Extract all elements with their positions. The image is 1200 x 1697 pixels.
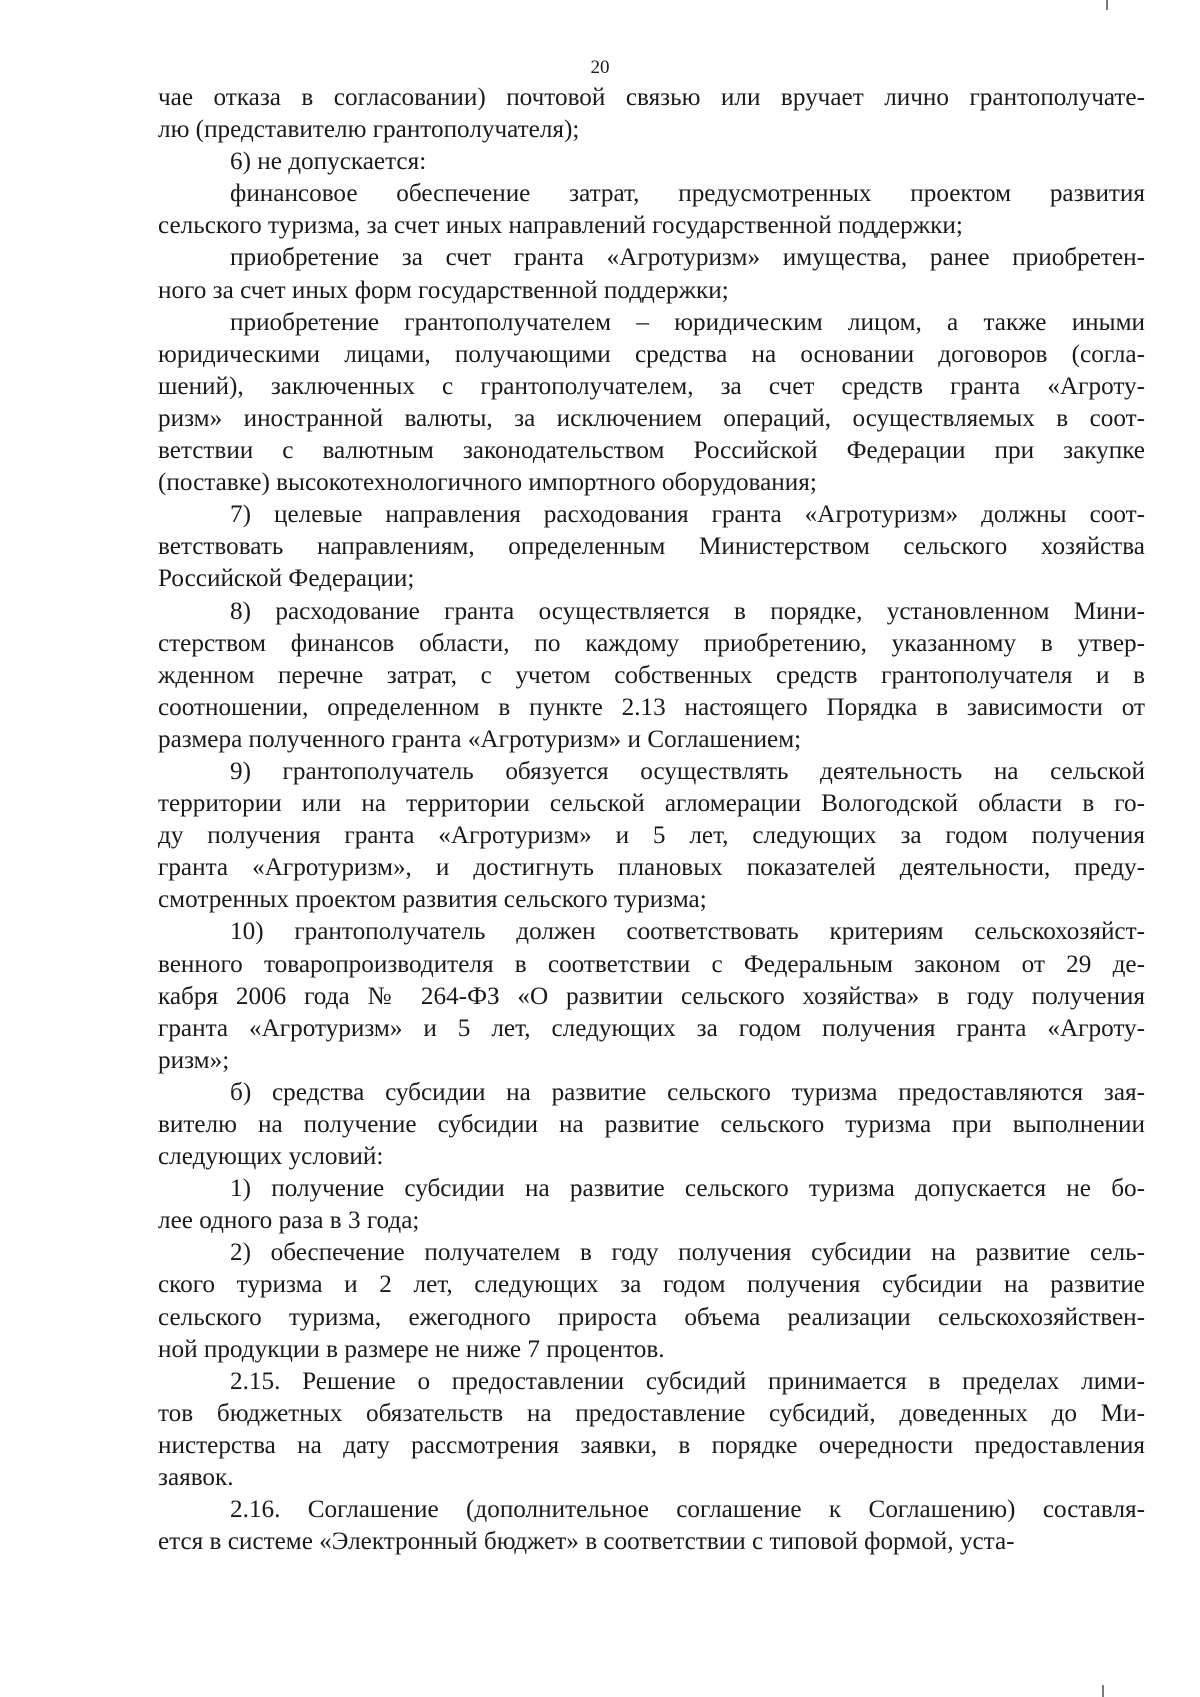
text-line: 2) обеспечение получателем в году получения субсидии на развитие сель- [230, 1239, 1145, 1267]
text-line: 6) не допускается: [230, 148, 427, 176]
text-line: 7) целевые направления расходования гранта «Агротуризм» должны соот- [230, 501, 1145, 529]
text-line: вителю на получение субсидии на развитие сельского туризма при выполнении [158, 1111, 1145, 1138]
text-line: 2.16. Соглашение (дополнительное соглашение к Соглашению) составля- [230, 1496, 1145, 1524]
text-line: следующих условий: [158, 1143, 384, 1171]
text-line: приобретение грантополучателем – юридическим лицом, а также иными [230, 308, 1145, 336]
text-line: соотношении, определенном в пункте 2.13 настоящего Порядка в зависимости от [158, 693, 1145, 721]
text-line: ского туризма и 2 лет, следующих за годом получения субсидии на развитие [158, 1271, 1145, 1299]
text-line: 10) грантополучатель должен соответствовать критериям сельскохозяйст- [230, 918, 1145, 946]
text-line: лю (представителю грантополучателя); [158, 116, 580, 144]
text-line: ризм» иностранной валюты, за исключением операций, осуществляемых в соот- [158, 404, 1145, 432]
text-line: 9) грантополучатель обязуется осуществлять деятельность на сельской [230, 757, 1145, 785]
text-line: заявок. [158, 1464, 234, 1492]
text-line: финансовое обеспечение затрат, предусмотренных проектом развития [230, 180, 1145, 208]
text-line: чае отказа в согласовании) почтовой связью или вручает лично грантополучате- [158, 84, 1145, 111]
text-line: нистерства на дату рассмотрения заявки, в порядке очередности предоставления [158, 1431, 1145, 1459]
text-line: территории или на территории сельской агломерации Вологодской области в го- [158, 790, 1145, 818]
text-line: ду получения гранта «Агротуризм» и 5 лет, следующих за годом получения [158, 822, 1145, 850]
scan-mark-bottom [1102, 1685, 1104, 1697]
text-line: смотренных проектом развития сельского туризма; [158, 886, 707, 914]
text-line: стерством финансов области, по каждому приобретению, указанному в утвер- [158, 629, 1145, 657]
text-line: б) средства субсидии на развитие сельского туризма предоставляются зая- [230, 1078, 1145, 1106]
text-line: лее одного раза в 3 года; [158, 1207, 420, 1235]
text-line: сельского туризма, за счет иных направлений государственной поддержки; [158, 212, 963, 240]
text-line: гранта «Агротуризм» и 5 лет, следующих за годом получения гранта «Агроту- [158, 1014, 1145, 1042]
text-line: ной продукции в размере не ниже 7 процентов. [158, 1335, 665, 1363]
body-text [158, 82, 1145, 1558]
text-line: венного товаропроизводителя в соответствии с Федеральным законом от 29 де- [158, 950, 1145, 978]
text-line: сельского туризма, ежегодного прироста объема реализации сельскохозяйствен- [158, 1303, 1145, 1331]
text-line: шений), заключенных с грантополучателем, за счет средств гранта «Агроту- [158, 372, 1145, 400]
text-line: размера полученного гранта «Агротуризм» и Соглашением; [158, 725, 802, 753]
text-line: юридическими лицами, получающими средства на основании договоров (согла- [158, 340, 1145, 368]
text-line: 2.15. Решение о предоставлении субсидий принимается в пределах лими- [230, 1367, 1145, 1395]
text-line: ризм»; [158, 1046, 230, 1074]
text-line: Российской Федерации; [158, 565, 415, 593]
text-line: ного за счет иных форм государственной поддержки; [158, 276, 729, 304]
text-line: ветствовать направлениям, определенным Министерством сельского хозяйства [158, 533, 1145, 561]
text-line: кабря 2006 года № 264-ФЗ «О развитии сельского хозяйства» в году получения [158, 982, 1145, 1010]
text-line: тов бюджетных обязательств на предоставление субсидий, доведенных до Ми- [158, 1399, 1145, 1427]
scan-mark-top [1106, 0, 1108, 10]
text-line: гранта «Агротуризм», и достигнуть плановых показателей деятельности, преду- [158, 854, 1145, 882]
text-line: приобретение за счет гранта «Агротуризм» имущества, ранее приобретен- [230, 244, 1145, 272]
page-number: 20 [590, 57, 610, 78]
text-line: жденном перечне затрат, с учетом собственных средств грантополучателя и в [158, 661, 1145, 689]
text-line: 8) расходование гранта осуществляется в порядке, установленном Мини- [230, 597, 1145, 625]
text-line: ется в системе «Электронный бюджет» в соответствии с типовой формой, уста- [158, 1528, 1015, 1556]
text-line: ветствии с валютным законодательством Российской Федерации при закупке [158, 437, 1145, 465]
text-line: (поставке) высокотехнологичного импортного оборудования; [158, 469, 817, 497]
text-line: 1) получение субсидии на развитие сельского туризма допускается не бо- [230, 1175, 1145, 1203]
